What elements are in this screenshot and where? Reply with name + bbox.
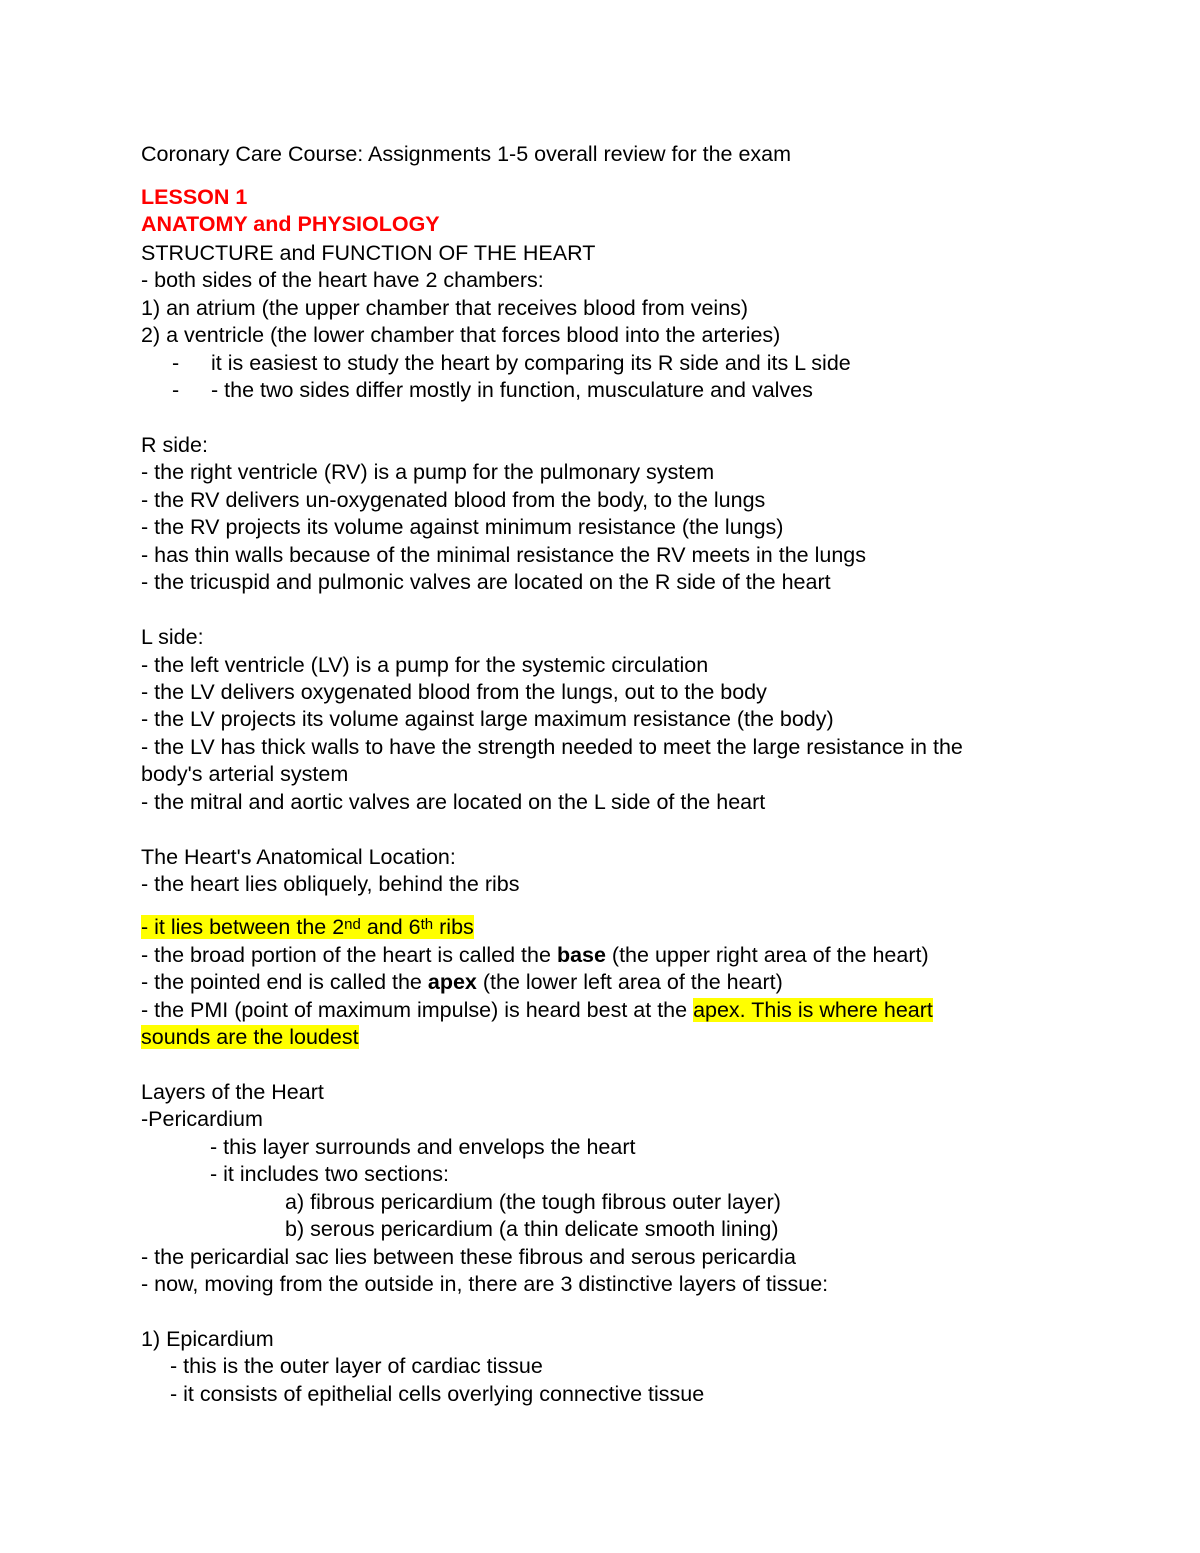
layers-item: - the pericardial sac lies between these fibrous and serous pericardia xyxy=(141,1245,796,1269)
r-side-item: - the RV delivers un-oxygenated blood from the body, to the lungs xyxy=(141,488,766,512)
pericardium-section: b) serous pericardium (a thin delicate smooth lining) xyxy=(285,1217,779,1241)
highlight: apex. This is where heart xyxy=(693,998,933,1022)
r-side-item: - the tricuspid and pulmonic valves are located on the R side of the heart xyxy=(141,570,831,594)
intro-bullet xyxy=(172,377,813,404)
l-side-item: - the LV projects its volume against large maximum resistance (the body) xyxy=(141,707,834,731)
bullet-text: it is easiest to study the heart by comparing its R side and its L side xyxy=(211,351,851,375)
bullet-dash: - xyxy=(172,351,180,375)
document-title: Coronary Care Course: Assignments 1-5 overall review for the exam xyxy=(141,142,792,166)
location-heading: The Heart's Anatomical Location: xyxy=(141,845,456,869)
location-ribs-line xyxy=(141,914,474,941)
layers-heading: Layers of the Heart xyxy=(141,1080,324,1104)
intro-line: - both sides of the heart have 2 chambers: xyxy=(141,268,544,292)
highlight: - it lies between the 2nd and 6th ribs xyxy=(141,915,474,939)
l-side-item: - the LV delivers oxygenated blood from the lungs, out to the body xyxy=(141,680,767,704)
term-base: base xyxy=(556,943,606,967)
pericardium-section: a) fibrous pericardium (the tough fibrous outer layer) xyxy=(285,1190,781,1214)
epicardium-item: - this is the outer layer of cardiac tissue xyxy=(170,1354,543,1378)
location-apex-line: - the pointed end is called the apex (the lower left area of the heart) xyxy=(141,970,783,994)
r-side-item: - the RV projects its volume against minimum resistance (the lungs) xyxy=(141,515,784,539)
structure-heading: STRUCTURE and FUNCTION OF THE HEART xyxy=(141,241,596,265)
location-pmi-line: - the PMI (point of maximum impulse) is heard best at the apex. This is where heart xyxy=(141,998,933,1022)
pericardium-item: - this layer surrounds and envelops the heart xyxy=(210,1135,636,1159)
bullet-text: - the two sides differ mostly in function, musculature and valves xyxy=(211,378,813,402)
l-side-heading: L side: xyxy=(141,625,204,649)
r-side-item: - has thin walls because of the minimal resistance the RV meets in the lungs xyxy=(141,543,866,567)
l-side-item: - the mitral and aortic valves are located on the L side of the heart xyxy=(141,790,766,814)
intro-line: 1) an atrium (the upper chamber that receives blood from veins) xyxy=(141,296,749,320)
section-heading: ANATOMY and PHYSIOLOGY xyxy=(141,212,440,236)
pericardium-heading: -Pericardium xyxy=(141,1107,263,1131)
r-side-heading: R side: xyxy=(141,433,208,457)
pericardium-item: - it includes two sections: xyxy=(210,1162,449,1186)
epicardium-item: - it consists of epithelial cells overlying connective tissue xyxy=(170,1382,705,1406)
r-side-item: - the right ventricle (RV) is a pump for the pulmonary system xyxy=(141,460,715,484)
l-side-item: - the LV has thick walls to have the strength needed to meet the large resistance in the xyxy=(141,735,963,759)
highlight: sounds are the loudest xyxy=(141,1025,359,1049)
l-side-item: - the left ventricle (LV) is a pump for the systemic circulation xyxy=(141,653,709,677)
layers-item: - now, moving from the outside in, there are 3 distinctive layers of tissue: xyxy=(141,1272,829,1296)
location-base-line: - the broad portion of the heart is called the base (the upper right area of the heart) xyxy=(141,943,929,967)
location-pmi-line-cont xyxy=(141,1024,359,1051)
intro-bullet xyxy=(172,350,851,377)
lesson-heading: LESSON 1 xyxy=(141,185,248,209)
l-side-item: body's arterial system xyxy=(141,762,349,786)
term-apex: apex xyxy=(427,970,477,994)
location-item: - the heart lies obliquely, behind the ribs xyxy=(141,872,520,896)
epicardium-heading: 1) Epicardium xyxy=(141,1327,274,1351)
bullet-dash: - xyxy=(172,378,180,402)
intro-line: 2) a ventricle (the lower chamber that forces blood into the arteries) xyxy=(141,323,781,347)
